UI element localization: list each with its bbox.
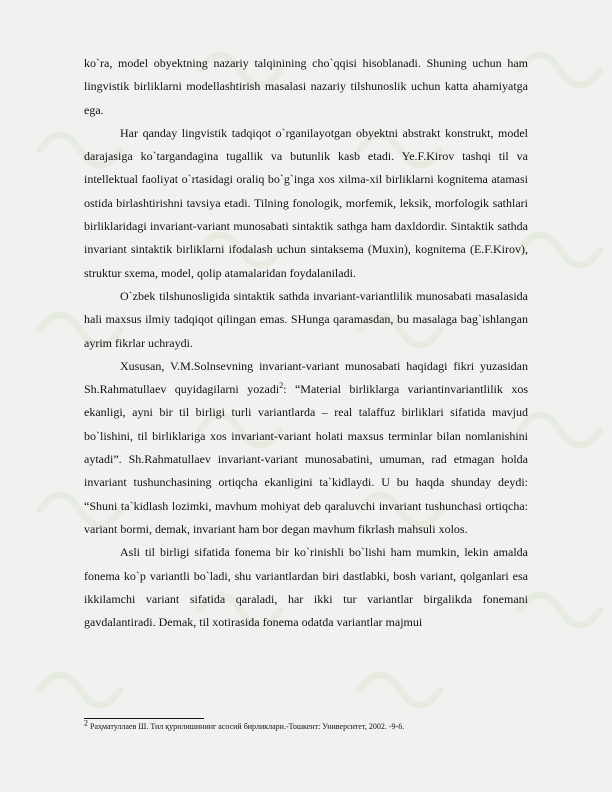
body-text [84, 52, 528, 634]
footnote-divider [84, 718, 204, 719]
paragraph-4 [84, 355, 528, 541]
paragraph-1: ko`ra, model obyektning nazariy talqinining cho`qqisi hisoblanadi. Shuning uchun ham lingvistik birliklarni modellashtirish masalasi nazariy tilshunoslik uchun katta ahamiyatga ega. [84, 56, 528, 117]
footnote-marker: 2 [84, 718, 88, 728]
paragraph-3: O`zbek tilshunosligida sintaktik sathda invariant-variantlilik munosabati masalasida hali maxsus ilmiy tadqiqot qilingan emas. SHunga qaramasdan, bu masalaga bag`ishlangan ayrim fikrlar uchraydi. [84, 288, 528, 350]
footnote [84, 718, 528, 732]
paragraph-4-before: Xususan, V.M.Solnsevning invariant-variant munosabati haqidagi fikri yuzasidan Sh.Rahmatullaev quyidagilarni yozadi [84, 358, 528, 397]
paragraph-5: Asli til birligi sifatida fonema bir ko`rinishli bo`lishi ham mumkin, lekin amalda fonema ko`p variantli bo`ladi, shu variantlardan biri dastlabki, bosh variant, qolganlari esa ikkilamchi variant sifatida qaraladi, har ikki tur variantlar birgalikda fonemani gavdalantiradi. Demak, til xotirasida fonema odatda variantlar majmui [84, 545, 528, 630]
paragraph-4-after: : “Material birliklarga variantinvariantlilik xos ekanligi, ayni bir til birligi turli variantlarda – real talaffuz birliklari sifatida mavjud bo`lishini, til birliklariga xos invariant-variant holati maxsus terminlar bilan nomlanishini aytadi”. Sh.Rahmatullaev invariant-variant munosabatini, umuman, rad etmagan holda invariant tushunchasining ortiqcha ekanligini ta`kidlaydi. U bu haqda shunday deydi: “Shuni ta`kidlash lozimki, mavhum mohiyat deb qaraluvchi invariant tushunchasi ortiqcha: variant bormi, demak, invariant ham bor degan mavhum fikrlash mahsuli xolos. [84, 382, 529, 536]
footnote-ref-2[interactable]: 2 [279, 381, 284, 391]
footnote-text: Раҳматуллаев Ш. Тил қурилишининг асосий бирликлари.-Тошкент: Университет, 2002. -9-6. [88, 722, 405, 731]
paragraph-2: Har qanday lingvistik tadqiqot o`rganilayotgan obyektni abstrakt konstrukt, model darajasiga ko`targandagina tugallik va butunlik kasb etadi. Ye.F.Kirov tashqi til va intellektual faoliyat o`rtasidagi oraliq bo`g`inga xos xilma-xil birliklarni kognitema atamasi ostida birlashtirishni tavsiya etadi. Tilning fonologik, morfemik, leksik, morfologik sathlari birliklaridagi invariant-variant munosabati sintaktik sathga ham daxldordir. Sintaktik sathda invariant sintaktik birliklarni ifodalash uchun sintaksema (Muxin), kognitema (E.F.Kirov), struktur sxema, model, qolip atamalaridan foydalaniladi. [84, 125, 528, 280]
